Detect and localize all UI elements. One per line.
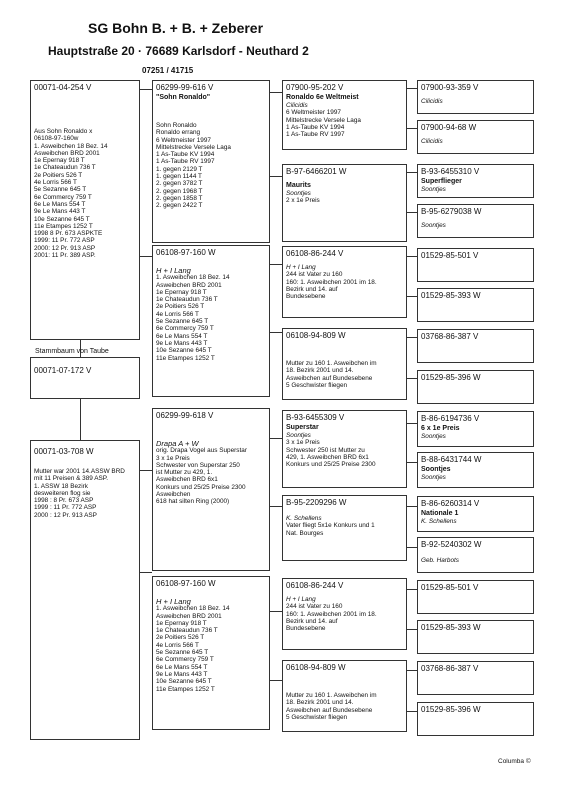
- dam2-box: [152, 576, 270, 730]
- ancestor-box: [417, 411, 534, 447]
- ring-number: 00071-07-172 V: [34, 366, 92, 375]
- detail-line: 5e Sezanne 645 T: [34, 186, 87, 194]
- detail-line: 1e Chateaudun 736 T: [156, 296, 218, 304]
- pigeon-details: [286, 271, 403, 300]
- pigeon-details: [286, 360, 403, 389]
- grandparent-box: [282, 410, 407, 488]
- detail-line: 1 As-Taube RV 1997: [156, 158, 215, 166]
- pigeon-name: Soontjes: [421, 466, 451, 473]
- detail-line: 6e Commercy 759 T: [156, 325, 214, 333]
- detail-line: Aus Sohn Ronaldo x: [34, 128, 93, 135]
- detail-line: Konkurs und 25/25 Preise 2300: [286, 461, 376, 469]
- detail-line: Bundesebene: [286, 625, 326, 633]
- connector-line: [268, 611, 282, 612]
- footer-credit: Columba ©: [498, 758, 531, 765]
- detail-line: 9e Le Mans 443 T: [156, 339, 208, 347]
- breeder-name: Soontjes: [421, 433, 446, 440]
- connector-line: [138, 256, 152, 257]
- detail-line: Mutter zu 160 1. Asweibchen im: [286, 360, 377, 367]
- ring-number: 01529-85-501 V: [421, 583, 479, 592]
- connector-line: [268, 264, 282, 265]
- grandparent-box: [282, 328, 407, 400]
- pigeon-details: [156, 122, 266, 210]
- grandparent-box: [282, 164, 407, 242]
- detail-line: 244 ist Vater zu 160: [286, 603, 343, 611]
- detail-line: 1. ASSW 18 Bezirk: [34, 482, 88, 490]
- ring-number: 06108-86-244 V: [286, 249, 344, 258]
- ring-number: 06108-94-809 W: [286, 331, 346, 340]
- connector-line: [138, 572, 152, 573]
- pigeon-details: [286, 197, 403, 204]
- detail-line: 1. gegen 2129 T: [156, 165, 203, 173]
- detail-line: 2000 : 12 Pr. 913 ASP: [34, 511, 97, 519]
- detail-line: 1e Chateaudun 736 T: [156, 627, 218, 635]
- ring-number: 01529-85-393 W: [421, 623, 481, 632]
- ring-number: 06299-99-618 V: [156, 411, 214, 420]
- detail-line: ist Mutter zu 429, 1.: [156, 469, 213, 477]
- ring-number: 01529-85-393 W: [421, 291, 481, 300]
- detail-line: 2000: 12 Pr. 913 ASP: [34, 244, 96, 252]
- main-pigeon-box: [30, 80, 140, 340]
- detail-line: 6 Weltmeister 1997: [156, 136, 211, 144]
- detail-line: 3 x 1e Preis: [156, 454, 190, 462]
- detail-line: 2. gegen 2422 T: [156, 202, 203, 210]
- ancestor-box: [417, 204, 534, 238]
- ring-number: 00071-03-708 W: [34, 447, 94, 456]
- ring-number: 03768-86-387 V: [421, 664, 479, 673]
- breeder-name: Soontjes: [421, 186, 446, 193]
- dam-box: [152, 245, 270, 397]
- detail-line: 2e Poitiers 526 T: [156, 634, 205, 642]
- sire-box: [152, 80, 270, 243]
- detail-line: 618 hat silten Ring (2000): [156, 498, 230, 506]
- ancestor-box: [417, 329, 534, 363]
- pigeon-details: [286, 522, 403, 537]
- pedigree-box-2: [30, 357, 140, 399]
- ancestor-box: [417, 80, 534, 114]
- detail-line: 1 As-Taube RV 1997: [286, 131, 345, 139]
- breeder-name: Cilicidis: [286, 102, 308, 109]
- detail-line: 06108-97-160w: [34, 135, 79, 143]
- ring-number: B-92-5240302 W: [421, 540, 482, 549]
- ring-number: B-86-6260314 V: [421, 499, 480, 508]
- detail-line: 6e Commercy 759 T: [34, 193, 92, 201]
- ancestor-box: [417, 580, 534, 614]
- connector-line: [80, 398, 81, 441]
- detail-line: Schwester von Superstar 250: [156, 461, 240, 469]
- ring-number: B-93-6455309 V: [286, 413, 345, 422]
- connector-line: [268, 680, 282, 681]
- detail-line: Bezirk und 14. auf: [286, 285, 338, 293]
- detail-line: Schwester 250 ist Mutter zu: [286, 446, 365, 454]
- detail-line: 1. Asweibchen 18 Bez. 14: [156, 274, 230, 282]
- connector-line: [268, 332, 282, 333]
- detail-line: 244 ist Vater zu 160: [286, 271, 343, 279]
- sire2-box: [152, 408, 270, 571]
- ancestor-box: [417, 620, 534, 654]
- pigeon-name: Nationale 1: [421, 510, 459, 517]
- grandparent-box: [282, 660, 407, 732]
- pigeon-name: 6 x 1e Preis: [421, 425, 460, 432]
- detail-line: 160: 1. Asweibchen 2001 im 18.: [286, 610, 377, 618]
- detail-line: Vater fliegt 5x1e Konkurs und 1: [286, 522, 375, 530]
- detail-line: Mutter zu 160 1. Asweibchen im: [286, 692, 377, 699]
- ring-number: 01529-85-396 W: [421, 705, 481, 714]
- detail-line: 9e Le Mans 443 T: [34, 208, 86, 216]
- ancestor-box: [417, 120, 534, 154]
- pigeon-details: [34, 468, 136, 519]
- connector-line: [268, 506, 282, 507]
- detail-line: 1e Epernay 918 T: [34, 157, 85, 165]
- ring-number: 06108-94-809 W: [286, 663, 346, 672]
- detail-line: 5e Sezanne 645 T: [156, 649, 209, 657]
- ring-number: B-95-6279038 W: [421, 207, 482, 216]
- detail-line: 4e Lorris 566 T: [34, 179, 77, 187]
- detail-line: 6e Le Mans 554 T: [34, 200, 86, 208]
- ring-number: 07900-93-359 V: [421, 83, 479, 92]
- connector-line: [138, 89, 152, 90]
- pigeon-name: H + I Lang: [286, 264, 316, 271]
- detail-line: 1 As-Taube KV 1994: [286, 123, 345, 131]
- detail-line: 9e Le Mans 443 T: [156, 670, 208, 678]
- ring-number: B-95-2209296 W: [286, 498, 347, 507]
- detail-line: 2e Poitiers 526 T: [34, 171, 83, 179]
- pigeon-name: H + I Lang: [156, 597, 191, 606]
- detail-line: 2. gegen 1858 T: [156, 194, 203, 202]
- detail-line: Mittelstrecke Versele Laga: [286, 116, 361, 124]
- detail-line: Asweibchen auf Bundesebene: [286, 706, 373, 714]
- detail-line: Bezirk und 14. auf: [286, 617, 338, 625]
- pigeon-name: Drapa A + W: [156, 439, 199, 448]
- breeder-name: Geb. Harbots: [421, 557, 460, 564]
- pigeon-name: Maurits: [286, 182, 311, 189]
- detail-line: 3 x 1e Preis: [286, 439, 320, 447]
- header-address: Hauptstraße 20 · 76689 Karlsdorf - Neuthard 2: [48, 44, 309, 58]
- detail-line: Asweibchen BRD 2001: [156, 612, 222, 620]
- pigeon-details: [286, 603, 403, 632]
- pigeon-name: Superflieger: [421, 178, 462, 185]
- detail-line: 1e Epernay 918 T: [156, 619, 207, 627]
- detail-line: 5 Geschwister fliegen: [286, 381, 348, 389]
- detail-line: Ronaldo errang: [156, 129, 201, 137]
- ring-number: 01529-85-501 V: [421, 251, 479, 260]
- breeder-name: Soontjes: [286, 432, 311, 439]
- detail-line: 2e Poitiers 526 T: [156, 303, 205, 311]
- breeder-name: K. Schellens: [421, 518, 457, 525]
- detail-line: 5 Geschwister fliegen: [286, 713, 348, 721]
- detail-line: 1999: 11 Pr. 772 ASP: [34, 237, 95, 245]
- detail-line: 10e Sezanne 645 T: [34, 215, 90, 223]
- detail-line: 160: 1. Asweibchen 2001 im 18.: [286, 278, 377, 286]
- detail-line: 6e Le Mans 554 T: [156, 332, 208, 340]
- detail-line: 1 As-Taube KV 1994: [156, 151, 215, 159]
- pigeon-details: [156, 447, 266, 505]
- detail-line: 2. gegen 1968 T: [156, 187, 203, 195]
- breeder-name: Cilicidis: [421, 138, 443, 145]
- ring-number: 07900-95-202 V: [286, 83, 344, 92]
- detail-line: 6 Weltmeister 1997: [286, 109, 341, 117]
- connector-line: [138, 470, 152, 471]
- grandparent-box: [282, 578, 407, 650]
- ring-number: B-93-6455310 V: [421, 167, 480, 176]
- pigeon-name: Superstar: [286, 424, 319, 431]
- connector-line: [268, 438, 282, 439]
- detail-line: 10e Sezanne 645 T: [156, 678, 212, 686]
- detail-line: 18. Bezirk 2001 und 14.: [286, 367, 354, 375]
- detail-line: 2001: 11 Pr. 389 ASP.: [34, 252, 96, 260]
- ancestor-box: [417, 702, 534, 736]
- ancestor-box: [417, 370, 534, 404]
- ring-number: 03768-86-387 V: [421, 332, 479, 341]
- ancestor-box: [417, 661, 534, 695]
- detail-line: Asweibchen BRD 2001: [156, 281, 222, 289]
- pigeon-name: H + I Lang: [286, 596, 316, 603]
- pigeon-details: [286, 109, 403, 138]
- breeder-name: Soontjes: [421, 474, 446, 481]
- connector-line: [268, 92, 282, 93]
- detail-line: 1. gegen 1144 T: [156, 173, 202, 181]
- pigeon-details: [34, 128, 136, 259]
- ring-number: B-88-6431744 W: [421, 455, 482, 464]
- detail-line: 10e Sezanne 645 T: [156, 347, 212, 355]
- detail-line: Sohn Ronaldo: [156, 122, 197, 129]
- detail-line: Mutter war 2001 14.ASSW BRD: [34, 468, 125, 475]
- detail-line: 6e Le Mans 554 T: [156, 663, 208, 671]
- detail-line: mit 11 Preisen & 389 ASP.: [34, 475, 109, 483]
- detail-line: Asweibchen BRD 6x1: [156, 476, 218, 484]
- pigeon-name: "Sohn Ronaldo": [156, 94, 211, 101]
- detail-line: Nat. Bourges: [286, 529, 324, 537]
- ring-number: 06299-99-616 V: [156, 83, 214, 92]
- header-title: SG Bohn B. + B. + Zeberer: [88, 20, 264, 36]
- ancestor-box: [417, 248, 534, 282]
- pigeon-details: [286, 692, 403, 721]
- detail-line: 1e Chateaudun 736 T: [34, 164, 96, 172]
- breeder-name: Soontjes: [286, 190, 311, 197]
- ring-number: B-97-6466201 W: [286, 167, 347, 176]
- detail-line: 1e Epernay 918 T: [156, 288, 207, 296]
- ring-number: 06108-86-244 V: [286, 581, 344, 590]
- ring-number: 06108-97-160 W: [156, 579, 216, 588]
- detail-line: 5e Sezanne 645 T: [156, 318, 209, 326]
- ring-number: 00071-04-254 V: [34, 83, 92, 92]
- breeder-name: Cilicidis: [421, 98, 443, 105]
- pedigree-box-3: [30, 440, 140, 740]
- detail-line: 6e Commercy 759 T: [156, 656, 214, 664]
- breeder-name: K. Schellens: [286, 515, 322, 522]
- detail-line: 2. gegen 3782 T: [156, 180, 203, 188]
- grandparent-box: [282, 495, 407, 561]
- ancestor-box: [417, 164, 534, 198]
- pigeon-name: Ronaldo 6e Weltmeist: [286, 94, 359, 101]
- detail-line: 4e Lorris 566 T: [156, 310, 199, 318]
- connector-line: [268, 176, 282, 177]
- detail-line: 18. Bezirk 2001 und 14.: [286, 699, 354, 707]
- detail-line: 1998 8 Pr. 673 ASPKTE: [34, 230, 103, 238]
- detail-line: 11e Etampes 1252 T: [156, 685, 215, 693]
- detail-line: Asweibchen auf Bundesebene: [286, 374, 373, 382]
- detail-line: desweiteren flog sie: [34, 489, 91, 497]
- detail-line: Asweibchen BRD 2001: [34, 149, 100, 157]
- detail-line: 1. Asweibchen 18 Bez. 14: [156, 605, 230, 613]
- pedigree-label: Stammbaum von Taube: [35, 348, 109, 355]
- ancestor-box: [417, 288, 534, 322]
- ring-number: 06108-97-160 W: [156, 248, 216, 257]
- ring-number: 01529-85-396 W: [421, 373, 481, 382]
- pigeon-details: [286, 439, 403, 468]
- pigeon-details: [156, 605, 266, 693]
- ring-number: B-86-6194736 V: [421, 414, 480, 423]
- pigeon-name: H + I Lang: [156, 266, 191, 275]
- detail-line: Asweibchen: [156, 491, 191, 499]
- detail-line: 11e Etampes 1252 T: [156, 354, 215, 362]
- detail-line: orig. Drapa Vogel aus Superstar: [156, 447, 247, 455]
- ring-number: 07900-94-68 W: [421, 123, 477, 132]
- detail-line: 11e Etampes 1252 T: [34, 222, 93, 230]
- grandparent-box: [282, 246, 407, 318]
- ancestor-box: [417, 452, 534, 488]
- detail-line: 429, 1. Asweibchen BRD 6x1: [286, 453, 369, 461]
- detail-line: Mittelstrecke Versele Laga: [156, 143, 231, 151]
- ancestor-box: [417, 537, 534, 573]
- detail-line: 2 x 1e Preis: [286, 197, 320, 205]
- detail-line: Konkurs und 25/25 Preise 2300: [156, 483, 246, 491]
- detail-line: 1999 : 11 Pr. 772 ASP: [34, 504, 97, 512]
- detail-line: 4e Lorris 566 T: [156, 641, 199, 649]
- pigeon-details: [156, 274, 266, 362]
- detail-line: 1. Asweibchen 18 Bez. 14: [34, 142, 108, 150]
- header-phone: 07251 / 41715: [142, 66, 194, 75]
- grandparent-box: [282, 80, 407, 150]
- breeder-name: Soontjes: [421, 222, 446, 229]
- ancestor-box: [417, 496, 534, 532]
- detail-line: 1998 : 8 Pr. 673 ASP: [34, 497, 94, 505]
- detail-line: Bundesebene: [286, 293, 326, 301]
